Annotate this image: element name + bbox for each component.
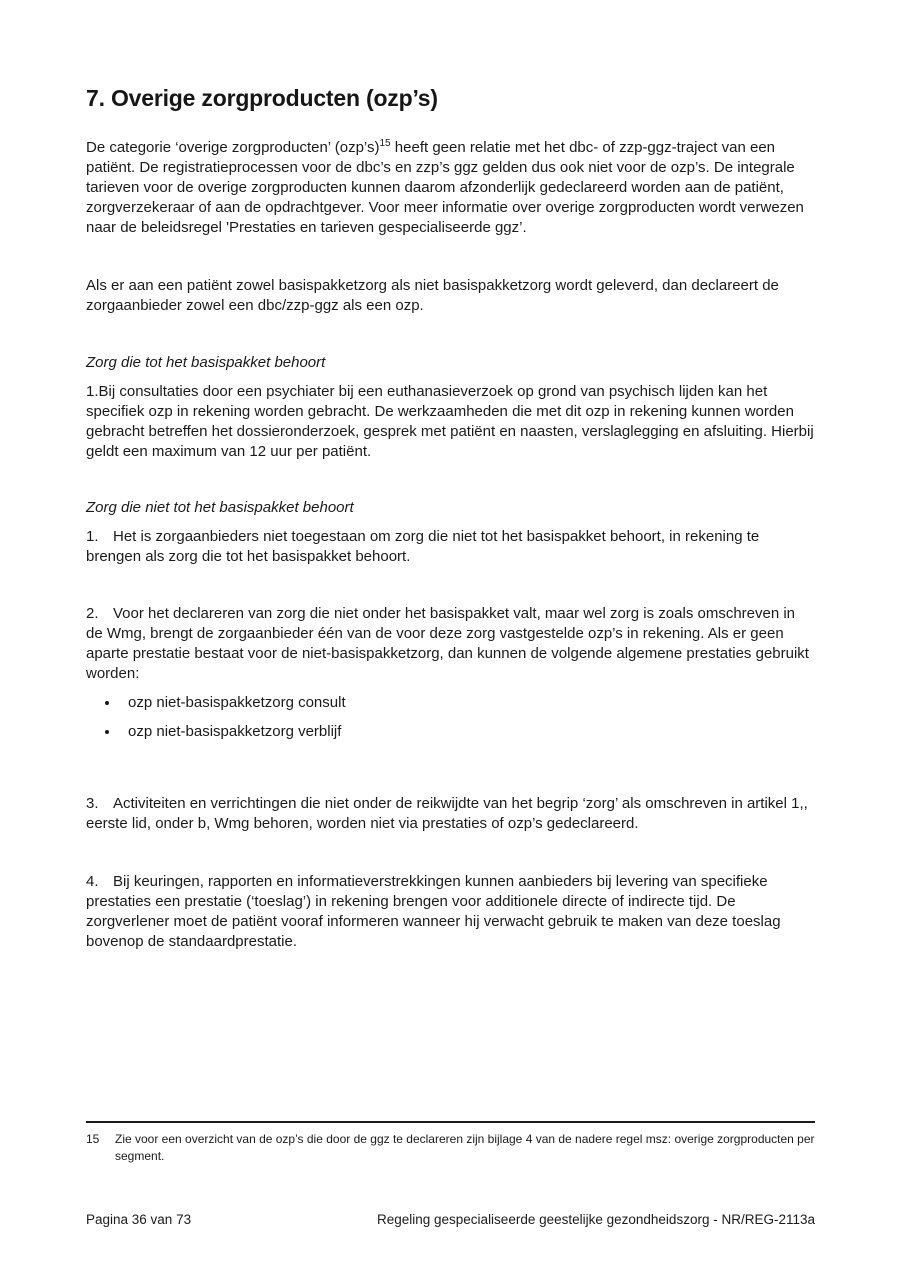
numbered-paragraph xyxy=(86,794,815,834)
footer-document-reference: Regeling gespecialiseerde geestelijke gezondheidszorg - NR/REG-2113a xyxy=(376,1212,815,1227)
list-number: 1. xyxy=(86,528,99,545)
text-run: Bij keuringen, rapporten en informatieverstrekkingen kunnen aanbieders bij levering van specifieke prestaties een prestatie (‘toeslag’) in rekening brengen voor additionele directe of indirecte tijd. De zorgverlener moet de patiënt vooraf informeren wanneer hij verwacht gebruik te maken van deze toeslag bovenop de standaardprestatie. xyxy=(86,873,781,950)
footnote xyxy=(86,1123,815,1165)
footnote-area xyxy=(86,1121,815,1165)
text-run: heeft geen relatie met het dbc- of zzp-ggz-traject van een patiënt. De registratieprocessen voor de dbc’s en zzp’s ggz gelden dus ook niet voor de ozp’s. De integrale tarieven voor de overige zorgproducten kunnen daarom afzonderlijk gedeclareerd worden aan de patiënt, zorgverzekeraar of aan de opdrachtgever. Voor meer informatie over overige zorgproducten wordt verwezen naar de beleidsregel 'Prestaties en tarieven gespecialiseerde ggz’. xyxy=(86,139,804,236)
text-run: Activiteiten en verrichtingen die niet onder de reikwijdte van het begrip ‘zorg’ als omschreven in artikel 1,, eerste lid, onder b, Wmg behoren, worden niet via prestaties of ozp’s gedeclareerd. xyxy=(86,795,808,832)
text-run: Het is zorgaanbieders niet toegestaan om zorg die niet tot het basispakket behoort, in rekening te brengen als zorg die tot het basispakket behoort. xyxy=(86,528,760,565)
section-subheading xyxy=(86,498,815,518)
list-item xyxy=(86,722,815,742)
list-number: 4. xyxy=(86,873,99,890)
list-item xyxy=(86,693,815,713)
bullet-list xyxy=(86,693,815,742)
text-run: Voor het declareren van zorg die niet onder het basispakket valt, maar wel zorg is zoals omschreven in de Wmg, brengt de zorgaanbieder één van de voor deze zorg vastgestelde ozp’s in rekening. Als er geen aparte prestatie bestaat voor de niet-basispakketzorg, dan kunnen de volgende algemene prestaties gebruikt worden: xyxy=(86,605,809,682)
text-run: Zorg die niet tot het basispakket behoort xyxy=(86,499,354,516)
list-item-text: ozp niet-basispakketzorg consult xyxy=(128,694,346,711)
list-number: 2. xyxy=(86,605,99,622)
paragraph xyxy=(86,138,815,238)
paragraph xyxy=(86,382,815,462)
page-title: 7. Overige zorgproducten (ozp’s) xyxy=(86,85,438,111)
footnote-reference: 15 xyxy=(379,138,391,149)
text-run: Als er aan een patiënt zowel basispakketzorg als niet basispakketzorg wordt geleverd, dan declareert de zorgaanbieder zowel een dbc/zzp-ggz als een ozp. xyxy=(86,277,779,314)
footnote-text: Zie voor een overzicht van de ozp’s die door de ggz te declareren zijn bijlage 4 van de nadere regel msz: overige zorgproducten per segment. xyxy=(115,1132,815,1163)
footer-page-number: Pagina 36 van 73 xyxy=(86,1212,192,1227)
list-item-text: ozp niet-basispakketzorg verblijf xyxy=(128,723,342,740)
bullet-icon xyxy=(105,730,109,734)
page-footer xyxy=(86,1211,815,1228)
numbered-paragraph xyxy=(86,872,815,952)
document-body xyxy=(86,138,815,952)
numbered-paragraph xyxy=(86,604,815,684)
section-subheading xyxy=(86,353,815,373)
text-run: Zorg die tot het basispakket behoort xyxy=(86,354,326,371)
paragraph xyxy=(86,276,815,316)
list-number: 3. xyxy=(86,795,99,812)
text-run: 1.Bij consultaties door een psychiater bij een euthanasieverzoek op grond van psychisch lijden kan het specifiek ozp in rekening worden gebracht. De werkzaamheden die met dit ozp in rekening kunnen worden gebracht betreffen het dossieronderzoek, gesprek met patiënt en naasten, verslaglegging en afsluiting. Hierbij geldt een maximum van 12 uur per patiënt. xyxy=(86,383,814,460)
bullet-icon xyxy=(105,701,109,705)
text-run: De categorie ‘overige zorgproducten’ (ozp’s) xyxy=(86,139,380,156)
footnote-number: 15 xyxy=(86,1132,100,1146)
numbered-paragraph xyxy=(86,527,815,567)
